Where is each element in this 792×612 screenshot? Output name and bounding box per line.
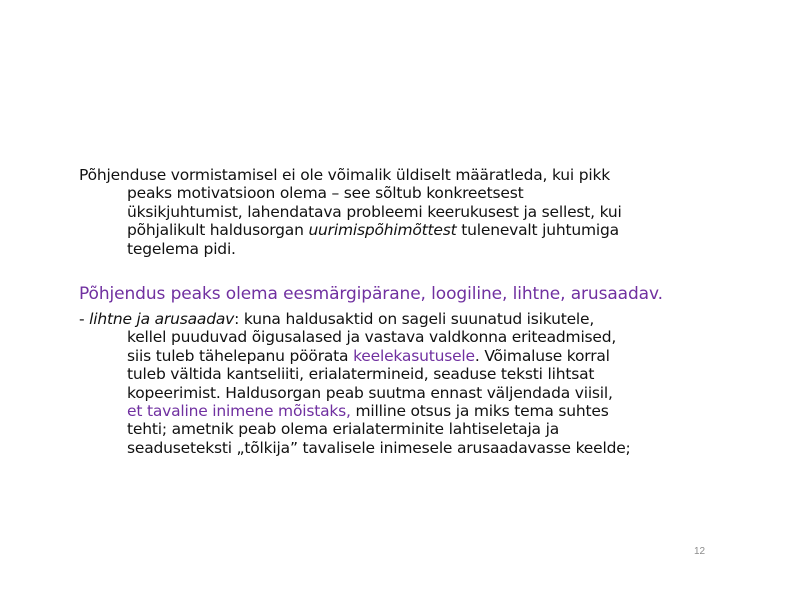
text-line: tuleb vältida kantseliiti, erialatermineid, seaduse teksti lihtsat xyxy=(127,365,595,384)
text-line: kellel puuduvad õigusalased ja vastava valdkonna eriteadmised, xyxy=(127,328,617,347)
italic-term: uurimispõhimõttest xyxy=(308,221,457,240)
paragraph-simple-understandable xyxy=(79,310,729,457)
text-line: seaduseteksti „tõlkija” tavalisele inimesele arusaadavasse keelde; xyxy=(127,438,631,457)
italic-term: lihtne ja arusaadav xyxy=(89,310,235,328)
text-line: tehti; ametnik peab olema erialaterminite lahtiseletaja ja xyxy=(127,420,559,439)
highlighted-term: keelekasutusele xyxy=(353,346,475,365)
text-line: peaks motivatsioon olema – see sõltub konkreetsest xyxy=(127,184,524,203)
text-segment: : kuna haldusaktid on sageli suunatud isikutele, xyxy=(234,310,595,328)
text-line xyxy=(79,347,729,365)
text-segment: milline otsus ja miks tema suhtes xyxy=(350,402,609,421)
heading-text: Põhjendus peaks olema eesmärgipärane, loogiline, lihtne, arusaadav. xyxy=(79,284,663,304)
bullet-dash: - xyxy=(79,310,90,328)
text-line: kopeerimist. Haldusorgan peab suutma ennast väljendada viisil, xyxy=(127,383,613,402)
text-segment: tulenevalt juhtumiga xyxy=(456,221,619,240)
text-segment: põhjalikult haldusorgan xyxy=(127,221,309,240)
highlighted-phrase: et tavaline inimene mõistaks, xyxy=(127,402,351,421)
text-segment: . Võimaluse korral xyxy=(474,346,610,365)
page-number: 12 xyxy=(694,546,706,557)
text-line: üksikjuhtumist, lahendatava probleemi keerukusest ja sellest, kui xyxy=(127,202,622,221)
text-line: tegelema pidi. xyxy=(127,239,236,258)
section-heading xyxy=(79,285,729,303)
text-line: Põhjenduse vormistamisel ei ole võimalik üldiselt määratleda, kui pikk xyxy=(79,166,611,184)
text-line xyxy=(79,221,729,239)
text-segment: siis tuleb tähelepanu pöörata xyxy=(127,346,354,365)
text-line xyxy=(79,402,729,420)
text-line xyxy=(79,310,729,328)
paragraph-justification-length xyxy=(79,166,729,258)
